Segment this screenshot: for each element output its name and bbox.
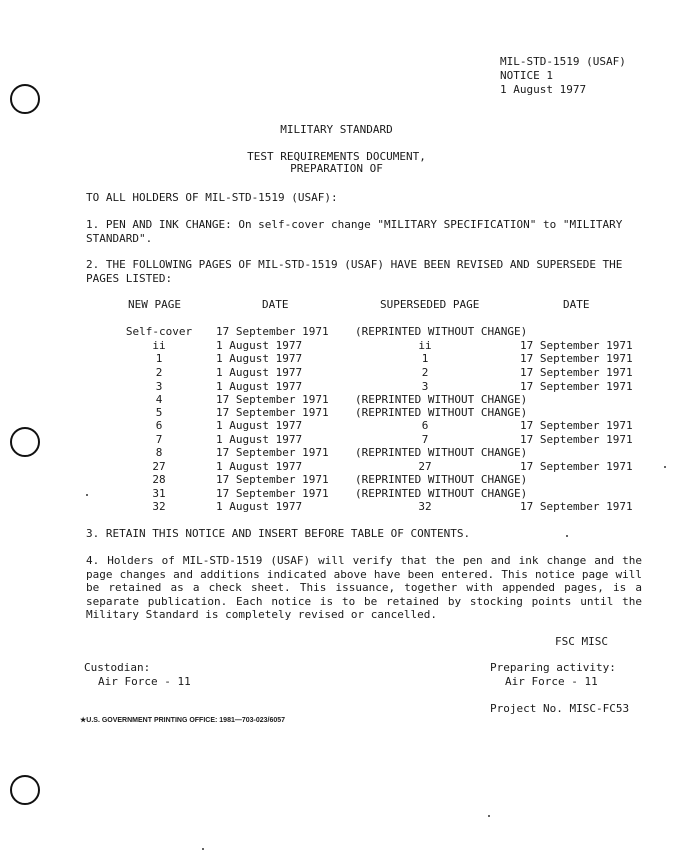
new-page: Self-cover bbox=[125, 325, 193, 338]
custodian-label: Custodian: bbox=[84, 661, 151, 674]
new-page: 5 bbox=[155, 406, 163, 419]
new-date: 17 September 1971 bbox=[216, 473, 329, 486]
superseded-date: 17 September 1971 bbox=[520, 419, 633, 432]
table-row bbox=[0, 339, 673, 352]
col-header-date: DATE bbox=[262, 298, 289, 311]
table-row bbox=[0, 419, 673, 432]
paragraph-2: 2. THE FOLLOWING PAGES OF MIL-STD-1519 (USAF) HAVE BEEN REVISED AND SUPERSEDE THE PAGES LISTED: bbox=[86, 258, 623, 285]
new-date: 17 September 1971 bbox=[216, 406, 329, 419]
new-page: 1 bbox=[155, 352, 163, 365]
superseded-date: 17 September 1971 bbox=[520, 380, 633, 393]
superseded-date: 17 September 1971 bbox=[520, 433, 633, 446]
title-line-1: MILITARY STANDARD bbox=[280, 123, 393, 136]
speck bbox=[664, 466, 666, 468]
table-row bbox=[0, 487, 673, 500]
new-date: 17 September 1971 bbox=[216, 325, 329, 338]
table-row bbox=[0, 380, 673, 393]
table-row bbox=[0, 446, 673, 459]
superseded-page: (REPRINTED WITHOUT CHANGE) bbox=[355, 393, 528, 406]
speck bbox=[86, 494, 88, 496]
superseded-page: 7 bbox=[421, 433, 429, 446]
paragraph-1: 1. PEN AND INK CHANGE: On self-cover change "MILITARY SPECIFICATION" to "MILITARY STANDARD". bbox=[86, 218, 623, 245]
table-row bbox=[0, 406, 673, 419]
col-header-superseded-page: SUPERSEDED PAGE bbox=[380, 298, 480, 311]
new-date: 17 September 1971 bbox=[216, 446, 329, 459]
document-header bbox=[500, 55, 626, 97]
table-row bbox=[0, 325, 673, 338]
new-page: ii bbox=[152, 339, 166, 352]
speck bbox=[202, 848, 204, 850]
table-row bbox=[0, 366, 673, 379]
superseded-date: 17 September 1971 bbox=[520, 500, 633, 513]
table-row bbox=[0, 393, 673, 406]
paragraph-3: 3. RETAIN THIS NOTICE AND INSERT BEFORE TABLE OF CONTENTS. bbox=[86, 527, 471, 540]
preparing-activity-value: Air Force - 11 bbox=[505, 675, 598, 688]
punch-hole-top bbox=[10, 84, 40, 114]
gpo-imprint: ★U.S. GOVERNMENT PRINTING OFFICE: 1981—703-023/6057 bbox=[80, 717, 286, 724]
superseded-page: (REPRINTED WITHOUT CHANGE) bbox=[355, 487, 528, 500]
table-row bbox=[0, 500, 673, 513]
new-page: 8 bbox=[155, 446, 163, 459]
doc-id: MIL-STD-1519 (USAF) bbox=[500, 55, 626, 68]
new-page: 4 bbox=[155, 393, 163, 406]
speck bbox=[566, 535, 568, 537]
superseded-page: (REPRINTED WITHOUT CHANGE) bbox=[355, 406, 528, 419]
new-page: 2 bbox=[155, 366, 163, 379]
new-date: 17 September 1971 bbox=[216, 487, 329, 500]
new-page: 32 bbox=[152, 500, 166, 513]
salutation: TO ALL HOLDERS OF MIL-STD-1519 (USAF): bbox=[86, 191, 338, 204]
new-page: 27 bbox=[152, 460, 166, 473]
col-header-superseded-date: DATE bbox=[563, 298, 590, 311]
superseded-date: 17 September 1971 bbox=[520, 366, 633, 379]
superseded-page: (REPRINTED WITHOUT CHANGE) bbox=[355, 446, 528, 459]
superseded-page: 27 bbox=[418, 460, 432, 473]
preparing-activity-label: Preparing activity: bbox=[490, 661, 616, 674]
notice-date: 1 August 1977 bbox=[500, 83, 587, 96]
table-row bbox=[0, 460, 673, 473]
new-date: 17 September 1971 bbox=[216, 393, 329, 406]
title-line-3: PREPARATION OF bbox=[290, 162, 383, 175]
notice-number: NOTICE 1 bbox=[500, 69, 553, 82]
punch-hole-bottom bbox=[10, 775, 40, 805]
new-date: 1 August 1977 bbox=[216, 500, 303, 513]
paragraph-4: 4. Holders of MIL-STD-1519 (USAF) will verify that the pen and ink change and the page changes and additions indicated above have been entered. This notice page will be retained as a check sheet. This issuance, together with appended pages, is a separate publication. Each notice is to be retained by stocking points until the Military Standard is completely revised or cancelled. bbox=[86, 554, 642, 621]
new-page: 28 bbox=[152, 473, 166, 486]
new-date: 1 August 1977 bbox=[216, 460, 303, 473]
new-date: 1 August 1977 bbox=[216, 433, 303, 446]
superseded-page: 3 bbox=[421, 380, 429, 393]
new-date: 1 August 1977 bbox=[216, 419, 303, 432]
superseded-page: 2 bbox=[421, 366, 429, 379]
table-row bbox=[0, 352, 673, 365]
superseded-page: 6 bbox=[421, 419, 429, 432]
new-date: 1 August 1977 bbox=[216, 352, 303, 365]
superseded-date: 17 September 1971 bbox=[520, 352, 633, 365]
fsc-code: FSC MISC bbox=[555, 635, 608, 648]
superseded-page: (REPRINTED WITHOUT CHANGE) bbox=[355, 325, 528, 338]
new-page: 7 bbox=[155, 433, 163, 446]
superseded-date: 17 September 1971 bbox=[520, 339, 633, 352]
new-page: 31 bbox=[152, 487, 166, 500]
new-date: 1 August 1977 bbox=[216, 339, 303, 352]
table-row bbox=[0, 473, 673, 486]
custodian-value: Air Force - 11 bbox=[98, 675, 191, 688]
new-date: 1 August 1977 bbox=[216, 380, 303, 393]
new-page: 3 bbox=[155, 380, 163, 393]
superseded-page: 32 bbox=[418, 500, 432, 513]
superseded-page: ii bbox=[418, 339, 432, 352]
superseded-page: (REPRINTED WITHOUT CHANGE) bbox=[355, 473, 528, 486]
superseded-page: 1 bbox=[421, 352, 429, 365]
new-date: 1 August 1977 bbox=[216, 366, 303, 379]
speck bbox=[488, 815, 490, 817]
table-row bbox=[0, 433, 673, 446]
new-page: 6 bbox=[155, 419, 163, 432]
title-line-2: TEST REQUIREMENTS DOCUMENT, bbox=[247, 150, 426, 163]
col-header-new-page: NEW PAGE bbox=[128, 298, 181, 311]
superseded-date: 17 September 1971 bbox=[520, 460, 633, 473]
project-number: Project No. MISC-FC53 bbox=[490, 702, 630, 715]
